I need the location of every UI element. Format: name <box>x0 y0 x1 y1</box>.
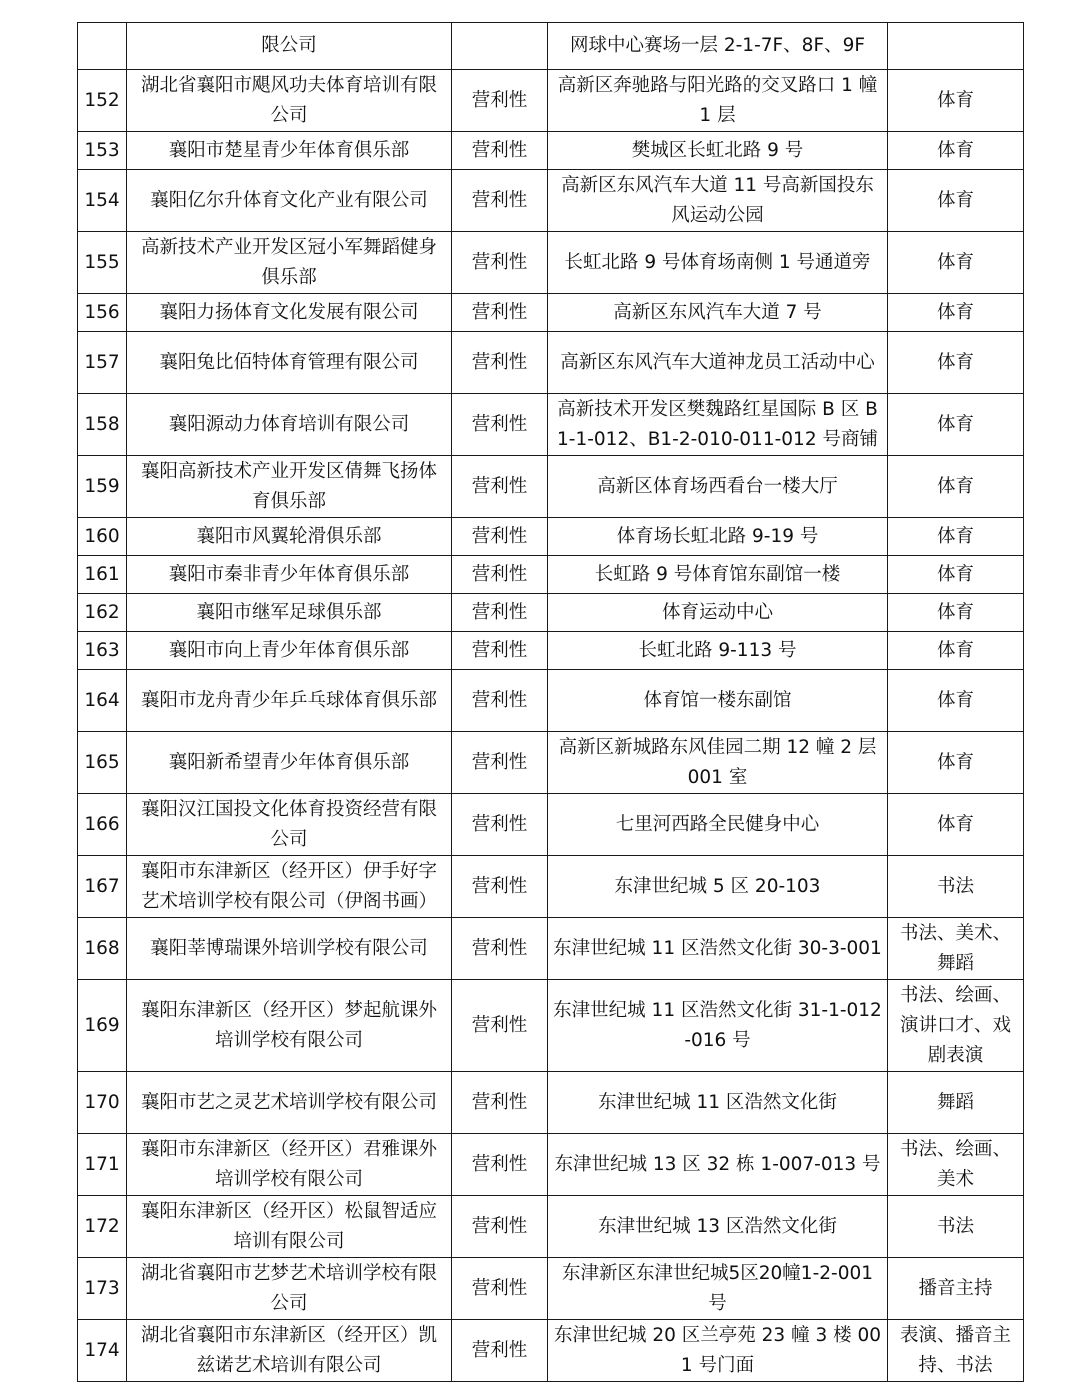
institution-address: 樊城区长虹北路 9 号 <box>548 132 888 170</box>
row-number: 173 <box>78 1258 127 1320</box>
row-number: 157 <box>78 332 127 394</box>
institution-category: 播音主持 <box>888 1258 1024 1320</box>
institution-type: 营利性 <box>452 794 548 856</box>
row-number: 166 <box>78 794 127 856</box>
table-row <box>78 232 1024 294</box>
row-number: 170 <box>78 1072 127 1134</box>
institution-category: 体育 <box>888 170 1024 232</box>
institution-name: 限公司 <box>127 23 452 70</box>
institution-address: 高新区体育场西看台一楼大厅 <box>548 456 888 518</box>
institution-address: 长虹北路 9 号体育场南侧 1 号通道旁 <box>548 232 888 294</box>
institution-category: 舞蹈 <box>888 1072 1024 1134</box>
row-number <box>78 23 127 70</box>
institution-type: 营利性 <box>452 732 548 794</box>
institution-name: 湖北省襄阳市东津新区（经开区）凯兹诺艺术培训有限公司 <box>127 1320 452 1382</box>
institution-name: 襄阳市风翼轮滑俱乐部 <box>127 518 452 556</box>
institution-category: 体育 <box>888 518 1024 556</box>
institution-category: 体育 <box>888 732 1024 794</box>
institution-name: 襄阳市龙舟青少年乒乓球体育俱乐部 <box>127 670 452 732</box>
row-number: 167 <box>78 856 127 918</box>
row-number: 154 <box>78 170 127 232</box>
table-row <box>78 1258 1024 1320</box>
institution-address: 高新区奔驰路与阳光路的交叉路口 1 幢 1 层 <box>548 70 888 132</box>
institution-name: 襄阳市艺之灵艺术培训学校有限公司 <box>127 1072 452 1134</box>
institution-category: 体育 <box>888 556 1024 594</box>
row-number: 155 <box>78 232 127 294</box>
institution-type: 营利性 <box>452 670 548 732</box>
institution-type: 营利性 <box>452 980 548 1072</box>
institution-type: 营利性 <box>452 332 548 394</box>
institution-category: 体育 <box>888 232 1024 294</box>
institution-name: 湖北省襄阳市艺梦艺术培训学校有限公司 <box>127 1258 452 1320</box>
institution-category: 体育 <box>888 670 1024 732</box>
institution-address: 东津世纪城 11 区浩然文化街 30-3-001 <box>548 918 888 980</box>
table-body <box>78 23 1024 1382</box>
institution-address: 七里河西路全民健身中心 <box>548 794 888 856</box>
institution-address: 体育馆一楼东副馆 <box>548 670 888 732</box>
row-number: 159 <box>78 456 127 518</box>
institution-category: 体育 <box>888 794 1024 856</box>
institution-name: 襄阳市继军足球俱乐部 <box>127 594 452 632</box>
institution-address: 高新区东风汽车大道 7 号 <box>548 294 888 332</box>
institution-address: 高新区东风汽车大道神龙员工活动中心 <box>548 332 888 394</box>
institution-type: 营利性 <box>452 232 548 294</box>
table-row <box>78 70 1024 132</box>
institution-category: 书法、美术、舞蹈 <box>888 918 1024 980</box>
row-number: 164 <box>78 670 127 732</box>
institution-address: 长虹北路 9-113 号 <box>548 632 888 670</box>
institution-address: 高新技术开发区樊魏路红星国际 B 区 B1-1-012、B1-2-010-011-012 号商铺 <box>548 394 888 456</box>
institution-address: 东津世纪城 20 区兰亭苑 23 幢 3 楼 001 号门面 <box>548 1320 888 1382</box>
institution-category: 书法 <box>888 1196 1024 1258</box>
row-number: 171 <box>78 1134 127 1196</box>
institution-table <box>77 22 1024 1382</box>
institution-name: 襄阳汉江国投文化体育投资经营有限公司 <box>127 794 452 856</box>
institution-category: 书法、绘画、演讲口才、戏剧表演 <box>888 980 1024 1072</box>
institution-name: 襄阳市秦非青少年体育俱乐部 <box>127 556 452 594</box>
row-number: 168 <box>78 918 127 980</box>
institution-name: 襄阳新希望青少年体育俱乐部 <box>127 732 452 794</box>
row-number: 162 <box>78 594 127 632</box>
table-row <box>78 294 1024 332</box>
institution-type: 营利性 <box>452 856 548 918</box>
institution-address: 体育场长虹北路 9-19 号 <box>548 518 888 556</box>
institution-category: 体育 <box>888 456 1024 518</box>
institution-type: 营利性 <box>452 1258 548 1320</box>
institution-name: 襄阳市楚星青少年体育俱乐部 <box>127 132 452 170</box>
table-row <box>78 732 1024 794</box>
institution-category: 体育 <box>888 70 1024 132</box>
row-number: 169 <box>78 980 127 1072</box>
table-row <box>78 1134 1024 1196</box>
table-row <box>78 980 1024 1072</box>
institution-type: 营利性 <box>452 918 548 980</box>
row-number: 153 <box>78 132 127 170</box>
table-row <box>78 918 1024 980</box>
institution-address: 东津世纪城 13 区 32 栋 1-007-013 号 <box>548 1134 888 1196</box>
institution-type: 营利性 <box>452 632 548 670</box>
institution-name: 襄阳莘博瑞课外培训学校有限公司 <box>127 918 452 980</box>
institution-name: 湖北省襄阳市飓风功夫体育培训有限公司 <box>127 70 452 132</box>
table-row <box>78 518 1024 556</box>
row-number: 172 <box>78 1196 127 1258</box>
institution-type: 营利性 <box>452 1072 548 1134</box>
institution-type: 营利性 <box>452 1134 548 1196</box>
row-number: 156 <box>78 294 127 332</box>
institution-address: 东津世纪城 13 区浩然文化街 <box>548 1196 888 1258</box>
institution-type: 营利性 <box>452 1320 548 1382</box>
institution-name: 襄阳市东津新区（经开区）伊手好字艺术培训学校有限公司（伊阁书画） <box>127 856 452 918</box>
table-row <box>78 594 1024 632</box>
institution-name: 襄阳东津新区（经开区）松鼠智适应培训有限公司 <box>127 1196 452 1258</box>
row-number: 165 <box>78 732 127 794</box>
table-row <box>78 170 1024 232</box>
institution-name: 高新技术产业开发区冠小军舞蹈健身俱乐部 <box>127 232 452 294</box>
institution-address: 高新区东风汽车大道 11 号高新国投东风运动公园 <box>548 170 888 232</box>
row-number: 160 <box>78 518 127 556</box>
institution-category: 书法、绘画、美术 <box>888 1134 1024 1196</box>
institution-type: 营利性 <box>452 556 548 594</box>
table-row <box>78 456 1024 518</box>
institution-type: 营利性 <box>452 518 548 556</box>
row-number: 163 <box>78 632 127 670</box>
institution-name: 襄阳兔比佰特体育管理有限公司 <box>127 332 452 394</box>
institution-name: 襄阳力扬体育文化发展有限公司 <box>127 294 452 332</box>
institution-category: 体育 <box>888 332 1024 394</box>
table-row <box>78 670 1024 732</box>
institution-address: 网球中心赛场一层 2-1-7F、8F、9F <box>548 23 888 70</box>
institution-category: 表演、播音主持、书法 <box>888 1320 1024 1382</box>
row-number: 152 <box>78 70 127 132</box>
institution-name: 襄阳市向上青少年体育俱乐部 <box>127 632 452 670</box>
institution-name: 襄阳高新技术产业开发区倩舞飞扬体育俱乐部 <box>127 456 452 518</box>
table-row <box>78 394 1024 456</box>
institution-type: 营利性 <box>452 594 548 632</box>
institution-type: 营利性 <box>452 170 548 232</box>
row-number: 158 <box>78 394 127 456</box>
institution-name: 襄阳市东津新区（经开区）君雅课外培训学校有限公司 <box>127 1134 452 1196</box>
table-row <box>78 556 1024 594</box>
institution-type: 营利性 <box>452 294 548 332</box>
institution-name: 襄阳源动力体育培训有限公司 <box>127 394 452 456</box>
table-row <box>78 132 1024 170</box>
table-row <box>78 1072 1024 1134</box>
institution-address: 长虹路 9 号体育馆东副馆一楼 <box>548 556 888 594</box>
table-row <box>78 1196 1024 1258</box>
institution-type <box>452 23 548 70</box>
institution-type: 营利性 <box>452 70 548 132</box>
table-row <box>78 856 1024 918</box>
institution-category <box>888 23 1024 70</box>
row-number: 161 <box>78 556 127 594</box>
institution-category: 体育 <box>888 594 1024 632</box>
institution-category: 体育 <box>888 132 1024 170</box>
institution-address: 东津世纪城 5 区 20-103 <box>548 856 888 918</box>
institution-type: 营利性 <box>452 394 548 456</box>
institution-category: 体育 <box>888 394 1024 456</box>
table-row <box>78 23 1024 70</box>
institution-name: 襄阳东津新区（经开区）梦起航课外培训学校有限公司 <box>127 980 452 1072</box>
institution-category: 书法 <box>888 856 1024 918</box>
institution-address: 东津新区东津世纪城5区20幢1-2-001号 <box>548 1258 888 1320</box>
institution-category: 体育 <box>888 294 1024 332</box>
institution-type: 营利性 <box>452 456 548 518</box>
institution-type: 营利性 <box>452 1196 548 1258</box>
institution-address: 东津世纪城 11 区浩然文化街 <box>548 1072 888 1134</box>
table-row <box>78 332 1024 394</box>
institution-address: 体育运动中心 <box>548 594 888 632</box>
institution-name: 襄阳亿尔升体育文化产业有限公司 <box>127 170 452 232</box>
row-number: 174 <box>78 1320 127 1382</box>
institution-category: 体育 <box>888 632 1024 670</box>
institution-type: 营利性 <box>452 132 548 170</box>
table-row <box>78 632 1024 670</box>
table-row <box>78 794 1024 856</box>
institution-address: 东津世纪城 11 区浩然文化街 31-1-012-016 号 <box>548 980 888 1072</box>
institution-address: 高新区新城路东风佳园二期 12 幢 2 层 001 室 <box>548 732 888 794</box>
table-row <box>78 1320 1024 1382</box>
